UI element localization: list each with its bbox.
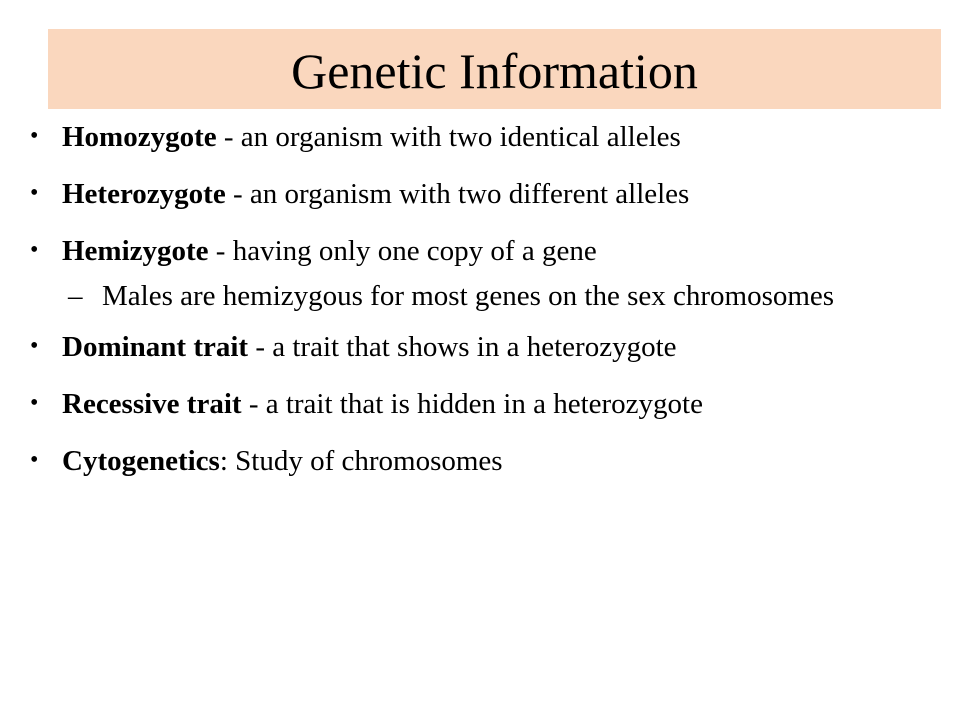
bullet-glyph: • bbox=[30, 447, 39, 473]
bullet-term: Homozygote bbox=[62, 121, 217, 153]
bullet-text: - an organism with two different alleles bbox=[225, 178, 690, 210]
bullet-list bbox=[28, 120, 938, 501]
bullet-term: Dominant trait bbox=[62, 331, 249, 363]
bullet-item-cytogenetics bbox=[28, 444, 938, 478]
bullet-item-heterozygote bbox=[28, 177, 938, 211]
sub-bullet-text: Males are hemizygous for most genes on the sex chromosomes bbox=[102, 280, 835, 312]
sub-bullet-item-hemizygous bbox=[28, 279, 938, 313]
bullet-text: - having only one copy of a gene bbox=[208, 235, 597, 267]
title-bar bbox=[48, 29, 941, 109]
bullet-text: - an organism with two identical alleles bbox=[216, 121, 681, 153]
bullet-term: Hemizygote bbox=[62, 235, 209, 267]
sub-bullet-glyph: – bbox=[68, 280, 83, 312]
bullet-glyph: • bbox=[30, 123, 39, 149]
bullet-term: Cytogenetics bbox=[62, 445, 220, 477]
bullet-glyph: • bbox=[30, 180, 39, 206]
bullet-item-homozygote bbox=[28, 120, 938, 154]
bullet-term: Recessive trait bbox=[62, 388, 242, 420]
bullet-text: - a trait that is hidden in a heterozygote bbox=[241, 388, 703, 420]
bullet-term: Heterozygote bbox=[62, 178, 226, 210]
bullet-item-recessive-trait bbox=[28, 387, 938, 421]
bullet-glyph: • bbox=[30, 390, 39, 416]
bullet-glyph: • bbox=[30, 333, 39, 359]
bullet-item-dominant-trait bbox=[28, 330, 938, 364]
bullet-text: : Study of chromosomes bbox=[219, 445, 503, 477]
bullet-text: - a trait that shows in a heterozygote bbox=[248, 331, 677, 363]
bullet-glyph: • bbox=[30, 237, 39, 263]
slide-title: Genetic Information bbox=[291, 43, 698, 99]
bullet-item-hemizygote bbox=[28, 234, 938, 268]
